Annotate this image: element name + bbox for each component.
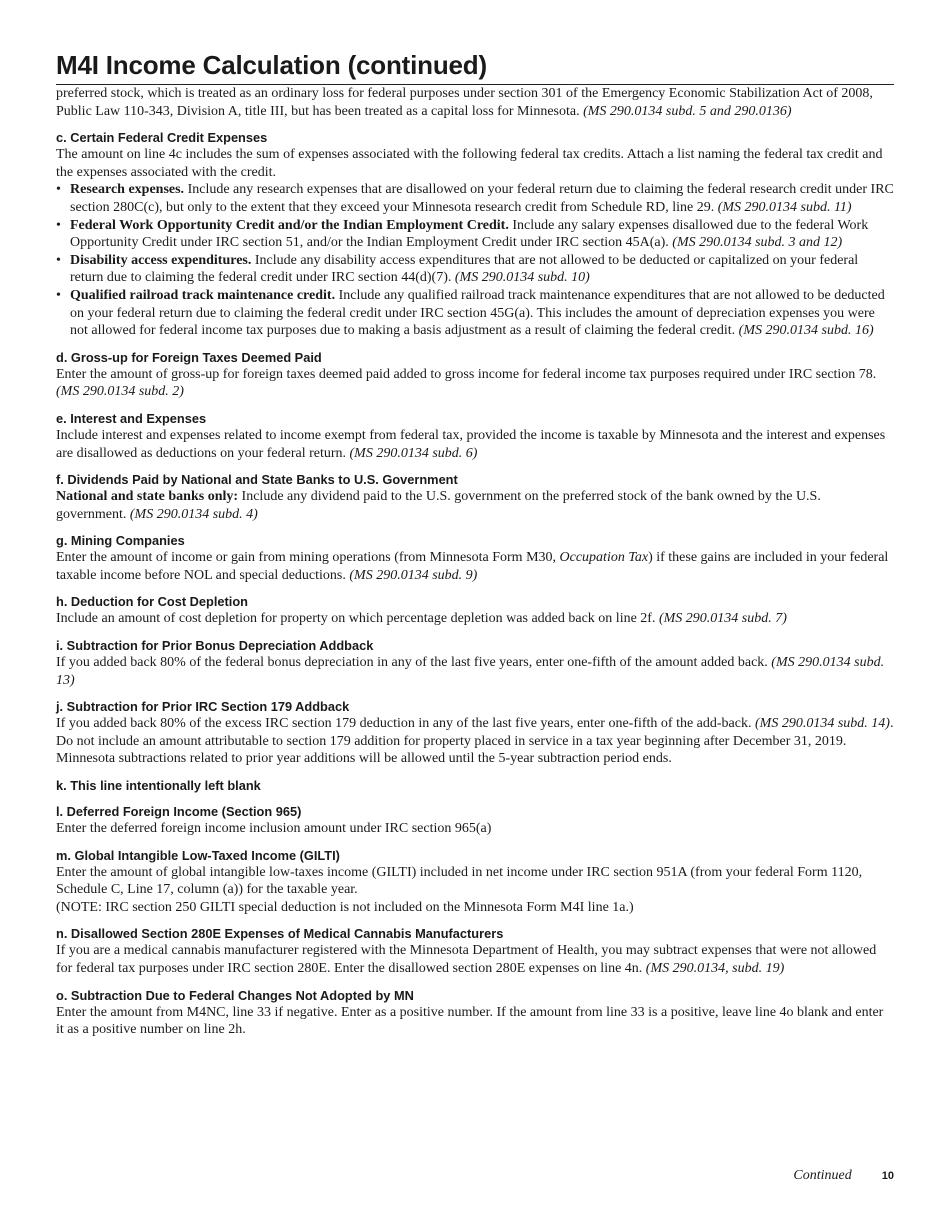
section-n-text: If you are a medical cannabis manufacturer registered with the Minnesota Department of Health, you may subtract expenses that were not allowed for federal tax purposes under IRC section 280E. Enter the disallowed section 280E expenses on line 4n.	[56, 943, 877, 976]
section-n-paragraph	[56, 942, 894, 977]
bullet-icon: •	[56, 287, 61, 303]
section-m-note: (NOTE: IRC section 250 GILTI special deduction is not included on the Minnesota Form M4I line 1a.)	[56, 899, 634, 915]
bullet-icon: •	[56, 182, 61, 198]
section-e-text: Include interest and expenses related to income exempt from federal tax, provided the income is taxable by Minnesota and the interest and expenses are disallowed as deductions on your federal return.	[56, 427, 886, 461]
section-l-heading: l. Deferred Foreign Income (Section 965)	[56, 804, 302, 820]
section-k-heading: k. This line intentionally left blank	[56, 778, 261, 794]
section-o-heading: o. Subtraction Due to Federal Changes Not Adopted by MN	[56, 987, 414, 1003]
section-g-text: Enter the amount of income or gain from mining operations (from Minnesota Form M30,	[56, 550, 560, 566]
bullet-text: Include any disability access expenditures that are not allowed to be deducted or capitalized on your federal return due to claiming the federal credit under IRC section 44(d)(7).	[70, 252, 859, 286]
section-o-text: Enter the amount from M4NC, line 33 if negative. Enter as a positive number. If the amount from line 33 is a positive, leave line 4o blank and enter it as a positive number on line 2h.	[56, 1004, 884, 1038]
section-m	[56, 847, 894, 917]
bullet-text: Include any research expenses that are disallowed on your federal return due to claiming the federal research credit under IRC section 280C(c), but only to the extent that they exceed your Minnesota research credit from Schedule RD, line 29.	[70, 182, 894, 215]
section-h-heading: h. Deduction for Cost Depletion	[56, 594, 248, 610]
section-e-citation: (MS 290.0134 subd. 6)	[349, 445, 478, 461]
page-number: 10	[881, 1170, 894, 1182]
list-item	[56, 217, 894, 252]
section-l-text: Enter the deferred foreign income inclusion amount under IRC section 965(a)	[56, 821, 492, 837]
section-m-heading: m. Global Intangible Low-Taxed Income (GILTI)	[56, 847, 340, 863]
section-g-citation: (MS 290.0134 subd. 9)	[349, 567, 478, 583]
section-n-citation: (MS 290.0134, subd. 19)	[645, 961, 785, 976]
section-m-text: Enter the amount of global intangible low-taxes income (GILTI) included in net income under IRC section 951A (from your federal Form 1120, Schedule C, Line 17, column (a)) for the taxable year.	[56, 864, 863, 898]
section-j-text-continued: . Do not include an amount attributable to section 179 addition for property placed in service in a tax year beginning after December 31, 2019. Minnesota subtractions related to prior year additions will be allowed until the 5-year subtraction period ends.	[56, 716, 894, 767]
section-f-citation: (MS 290.0134 subd. 4)	[129, 506, 258, 522]
section-f-text: Include any dividend paid to the U.S. government on the preferred stock of the bank owned by the U.S. government.	[56, 489, 821, 522]
intro-citation: (MS 290.0134 subd. 5 and 290.0136)	[583, 103, 792, 119]
section-e	[56, 410, 894, 462]
section-i-text: If you added back 80% of the federal bonus depreciation in any of the last five years, enter one-fifth of the amount added back.	[56, 655, 772, 671]
bullet-text: Include any salary expenses disallowed due to the federal Work Opportunity Credit under IRC section 51, and/or the Indian Employment Credit under IRC section 45A(a).	[70, 217, 869, 251]
section-d-citation: (MS 290.0134 subd. 2)	[56, 384, 184, 400]
section-n	[56, 925, 894, 977]
section-f-heading: f. Dividends Paid by National and State Banks to U.S. Government	[56, 472, 458, 488]
section-l	[56, 803, 894, 838]
bullet-citation: (MS 290.0134 subd. 11)	[717, 199, 852, 215]
continued-label: Continued	[793, 1168, 852, 1183]
section-g	[56, 532, 894, 584]
section-j-text: If you added back 80% of the excess IRC section 179 deduction in any of the last five years, enter one-fifth of the add-back.	[56, 716, 755, 732]
form-name: Occupation Tax	[559, 550, 649, 566]
section-i-paragraph	[56, 654, 894, 689]
section-i-citation: (MS 290.0134 subd. 13)	[56, 655, 885, 688]
page-footer	[793, 1168, 894, 1184]
bullet-lead: Disability access expenditures.	[70, 252, 252, 268]
section-f	[56, 471, 894, 523]
section-c-heading: c. Certain Federal Credit Expenses	[56, 130, 268, 146]
intro-text: preferred stock, which is treated as an ordinary loss for federal purposes under section 301 of the Emergency Economic Stabilization Act of 2008, Public Law 110-343, Division A, title III, but has been treated as a capital loss for Minnesota.	[56, 86, 873, 119]
section-d	[56, 349, 894, 401]
section-h-text: Include an amount of cost depletion for property on which percentage depletion was added back on line 2f.	[56, 611, 659, 627]
section-f-paragraph	[56, 488, 894, 523]
section-j-citation: (MS 290.0134 subd. 14)	[755, 716, 890, 732]
section-j-heading: j. Subtraction for Prior IRC Section 179 Addback	[56, 699, 350, 715]
section-g-paragraph	[56, 549, 894, 584]
section-h-citation: (MS 290.0134 subd. 7)	[658, 611, 787, 627]
section-d-paragraph	[56, 366, 894, 401]
section-d-heading: d. Gross-up for Foreign Taxes Deemed Paid	[56, 349, 322, 365]
section-j	[56, 698, 894, 768]
credit-expense-list	[56, 181, 894, 339]
section-d-text: Enter the amount of gross-up for foreign taxes deemed paid added to gross income for federal income tax purposes required under IRC section 78.	[56, 366, 877, 382]
page-title: M4I Income Calculation (continued)	[56, 48, 894, 85]
list-item	[56, 287, 894, 340]
page-content	[56, 48, 894, 1039]
section-o	[56, 987, 894, 1039]
section-c	[56, 129, 894, 340]
list-item	[56, 252, 894, 287]
bullet-text: Include any qualified railroad track maintenance expenditures that are not allowed to be deducted on your federal return due to claiming the federal credit under IRC section 45G(a). This includes the amount of depreciation expenses you were not allowed for federal income tax purposes due to making a basis adjustment as a result of claiming the federal credit.	[70, 287, 885, 339]
section-h	[56, 593, 894, 628]
section-n-heading: n. Disallowed Section 280E Expenses of Medical Cannabis Manufacturers	[56, 926, 504, 942]
bullet-citation: (MS 290.0134 subd. 10)	[454, 270, 590, 286]
section-g-text-continued: ) if these gains are included in your federal taxable income before NOL and special deductions.	[56, 550, 889, 583]
section-e-paragraph	[56, 427, 894, 462]
section-h-paragraph	[56, 610, 894, 628]
intro-paragraph	[56, 85, 894, 120]
bullet-lead: Federal Work Opportunity Credit and/or the Indian Employment Credit.	[70, 217, 509, 233]
section-c-text: The amount on line 4c includes the sum of expenses associated with the following federal tax credits. Attach a list naming the federal tax credit and the expenses associated with the credit.	[56, 147, 883, 180]
section-j-paragraph	[56, 715, 894, 768]
section-g-heading: g. Mining Companies	[56, 533, 185, 549]
bullet-citation: (MS 290.0134 subd. 16)	[738, 323, 874, 339]
section-f-lead: National and state banks only:	[56, 489, 239, 505]
section-i-heading: i. Subtraction for Prior Bonus Depreciation Addback	[56, 638, 374, 654]
bullet-lead: Qualified railroad track maintenance credit.	[70, 287, 336, 303]
bullet-icon: •	[56, 252, 61, 268]
section-e-heading: e. Interest and Expenses	[56, 410, 207, 426]
section-i	[56, 637, 894, 689]
bullet-citation: (MS 290.0134 subd. 3 and 12)	[672, 235, 843, 251]
list-item	[56, 181, 894, 216]
bullet-lead: Research expenses.	[70, 182, 185, 198]
bullet-icon: •	[56, 217, 61, 233]
section-k	[56, 777, 894, 794]
